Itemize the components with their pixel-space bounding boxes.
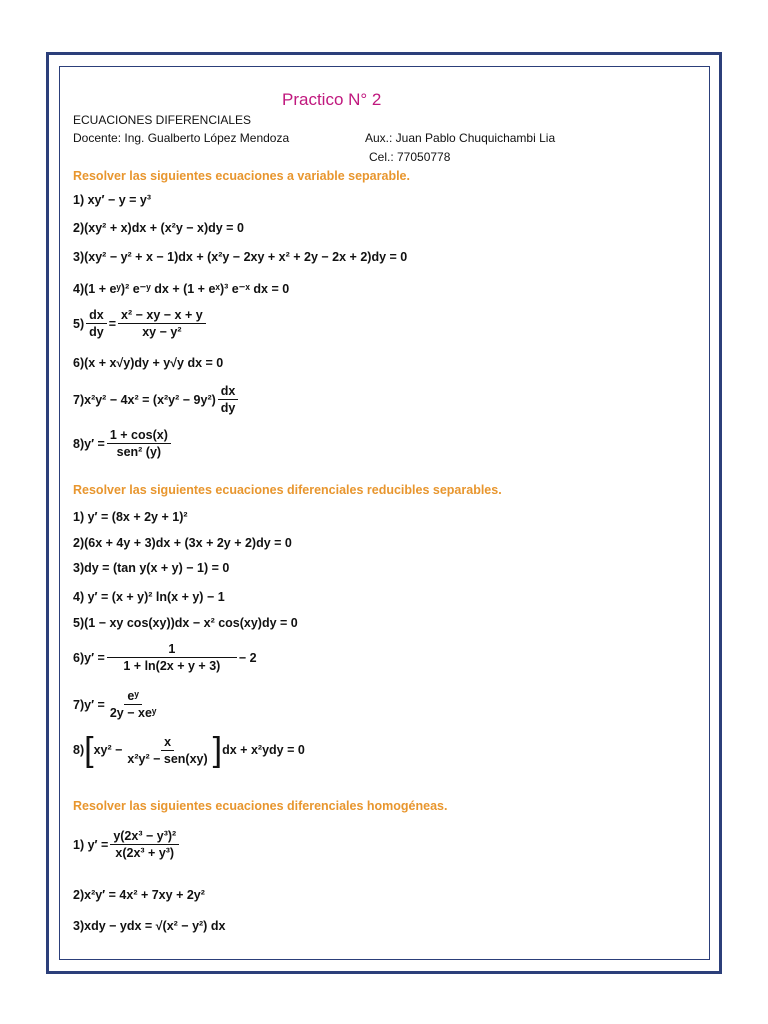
equation-2-4: 4) y′ = (x + y)² ln(x + y) − 1 [73,590,225,604]
equation-1-5 [73,308,208,339]
equation-3-3: 3)xdy − ydx = √(x² − y²) dx [73,919,226,933]
equation-1-8 [73,428,173,459]
fraction [124,735,210,766]
fraction [107,689,160,720]
numerator: x² − xy − x + y [118,308,206,324]
equation-2-7 [73,689,161,720]
equals-sign: = [108,316,117,331]
denominator: 2y − xeʸ [109,706,157,720]
numerator: 1 + cos(x) [107,428,171,444]
equation-1-8-prefix: 8)y′ = [73,436,105,451]
denominator: x²y² − sen(xy) [127,751,208,766]
equation-2-6 [73,642,257,673]
equation-1-5-prefix: 5) [73,316,85,331]
equation-2-8-prefix: 8) [73,743,85,757]
equation-2-8-tail: dx + x²ydy = 0 [222,743,305,757]
denominator: xy − y² [142,325,182,339]
page-title: Practico N° 2 [282,90,382,109]
numerator: x [161,735,174,751]
section-heading-reducible: Resolver las siguientes ecuaciones diferenciales reducibles separables. [73,483,502,497]
assistant-name: Aux.: Juan Pablo Chuquichambi Lia [365,131,556,145]
denominator: sen² (y) [116,445,162,459]
equation-2-3: 3)dy = (tan y(x + y) − 1) = 0 [73,561,230,575]
fraction [118,308,206,339]
denominator: 1 + ln(2x + y + 3) [123,659,221,673]
fraction [218,384,239,415]
numerator: eʸ [124,689,141,705]
fraction [107,642,237,673]
numerator: dx [86,308,107,324]
equation-2-5: 5)(1 − xy cos(xy))dx − x² cos(xy)dy = 0 [73,616,298,630]
numerator: 1 [107,642,237,658]
equation-2-8-pre: xy² − [93,743,123,757]
equation-1-1: 1) xy′ − y = y³ [73,193,152,207]
section-heading-homogeneous: Resolver las siguientes ecuaciones diferenciales homogéneas. [73,799,448,813]
fraction [107,428,171,459]
equation-3-1 [73,829,181,860]
course-name: ECUACIONES DIFERENCIALES [73,113,252,127]
equation-2-6-prefix: 6)y′ = [73,650,105,665]
left-bracket: [ [84,731,94,769]
denominator: dy [220,401,236,415]
right-bracket: ] [212,731,223,769]
equation-1-4: 4)(1 + eʸ)² e⁻ʸ dx + (1 + eˣ)³ e⁻ˣ dx = 0 [73,282,290,296]
fraction [110,829,179,860]
equation-1-2: 2)(xy² + x)dx + (x²y − x)dy = 0 [73,221,244,235]
equation-2-6-tail: − 2 [238,650,257,665]
equation-1-7-text: 7)x²y² − 4x² = (x²y² − 9y²) [73,392,216,407]
equation-1-6: 6)(x + x√y)dy + y√y dx = 0 [73,356,224,370]
fraction [86,308,107,339]
teacher-name: Docente: Ing. Gualberto López Mendoza [73,131,290,145]
equation-1-7 [73,384,240,415]
equation-2-7-prefix: 7)y′ = [73,697,105,712]
equation-3-2: 2)x²y′ = 4x² + 7xy + 2y² [73,888,205,902]
equation-3-1-prefix: 1) y′ = [73,837,109,852]
numerator: dx [218,384,239,400]
denominator: x(2x³ + y³) [115,846,175,860]
equation-2-2: 2)(6x + 4y + 3)dx + (3x + 2y + 2)dy = 0 [73,536,292,550]
section-heading-separable: Resolver las siguientes ecuaciones a variable separable. [73,169,410,183]
assistant-phone: Cel.: 77050778 [369,150,451,164]
equation-1-3: 3)(xy² − y² + x − 1)dx + (x²y − 2xy + x² + 2y − 2x + 2)dy = 0 [73,250,408,264]
numerator: y(2x³ − y³)² [110,829,179,845]
equation-2-8 [73,733,305,767]
equation-2-1: 1) y′ = (8x + 2y + 1)² [73,510,188,524]
denominator: dy [89,325,104,339]
